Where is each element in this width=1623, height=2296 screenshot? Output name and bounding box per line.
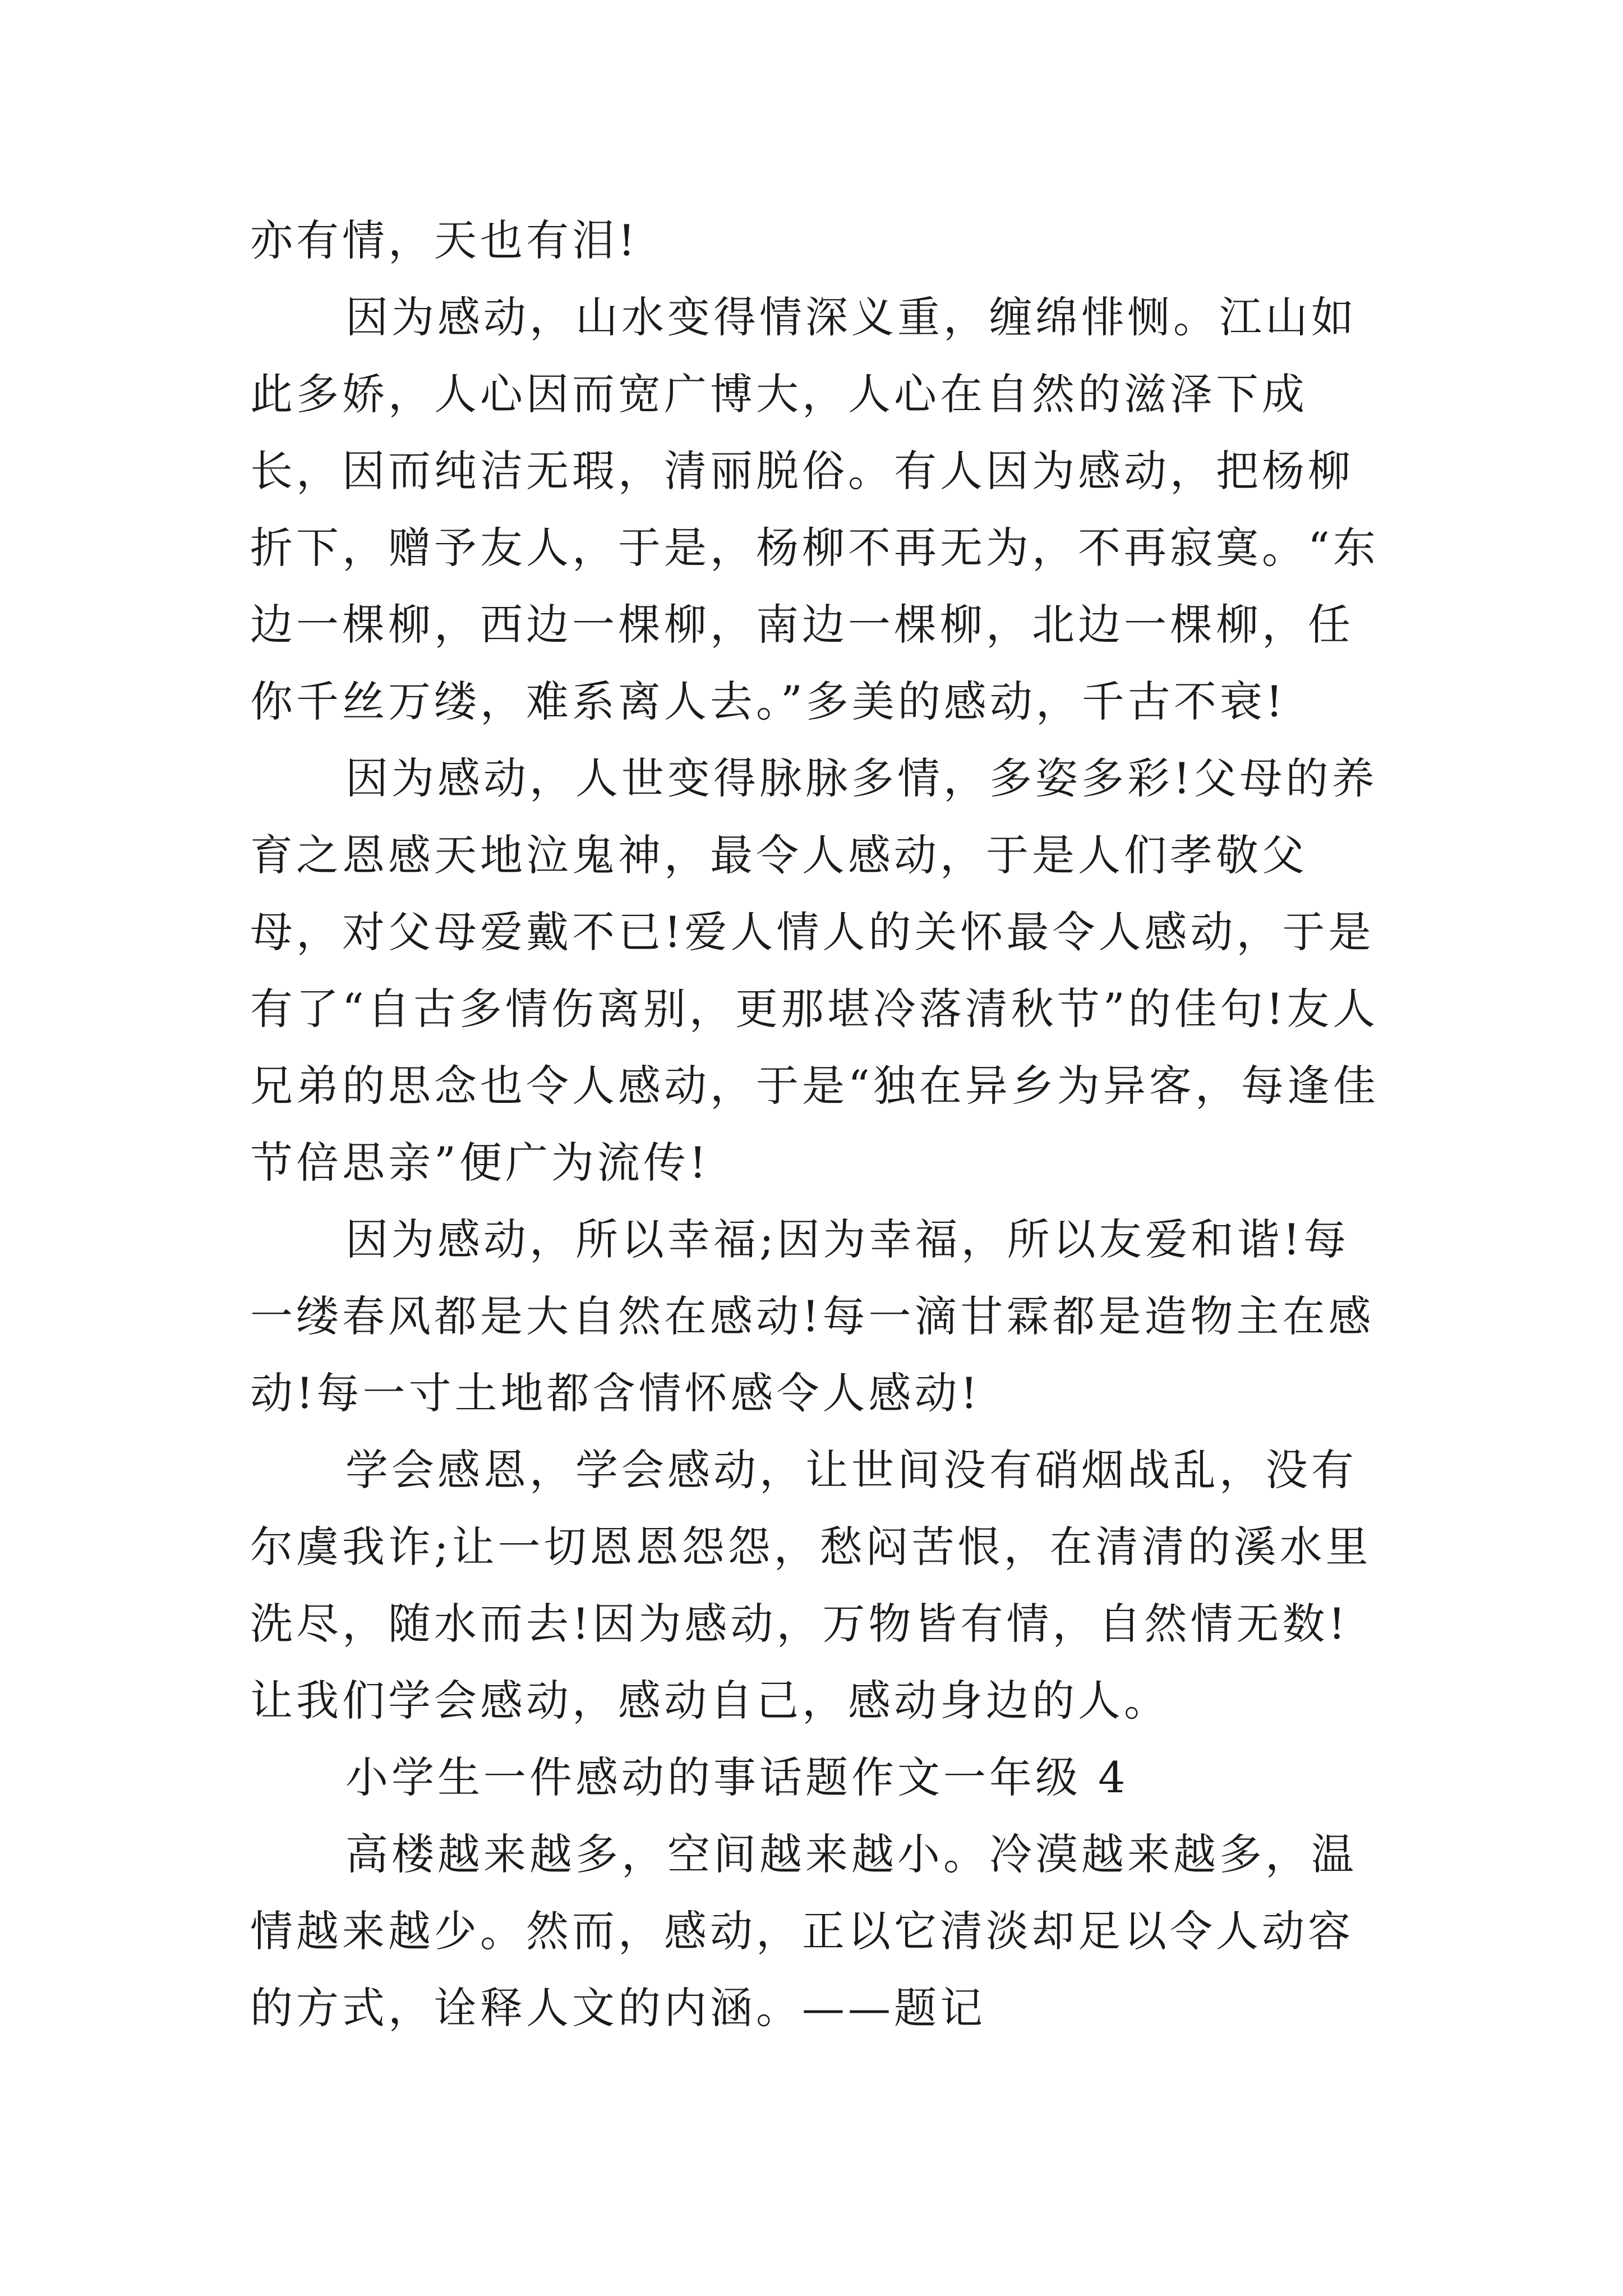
paragraph: 因为感动，山水变得情深义重，缠绵悱恻。江山如此多娇，人心因而宽广博大，人心在自然的滋泽下成长，因而纯洁无瑕，清丽脱俗。有人因为感动，把杨柳折下，赠予友人，于是，杨柳不再无为，不再寂寞。“东边一棵柳，西边一棵柳，南边一棵柳，北边一棵柳，任你千丝万缕，难系离人去。”多美的感动，千古不衰! bbox=[250, 292, 1379, 726]
paragraph: 高楼越来越多，空间越来越小。冷漠越来越多，温情越来越少。然而，感动，正以它清淡却足以令人动容的方式，诠释人文的内涵。——题记 bbox=[250, 1829, 1357, 2033]
paragraph: 因为感动，人世变得脉脉多情，多姿多彩!父母的养育之恩感天地泣鬼神，最令人感动，于是人们孝敬父母，对父母爱戴不已!爱人情人的关怀最令人感动，于是有了“自古多情伤离别，更那堪冷落清秋节”的佳句!友人兄弟的思念也令人感动，于是“独在异乡为异客，每逢佳节倍思亲”便广为流传! bbox=[250, 753, 1379, 1188]
paragraph-continuation: 亦有情，天也有泪! bbox=[250, 215, 639, 265]
paragraph: 学会感恩，学会感动，让世间没有硝烟战乱，没有尔虞我诈;让一切恩恩怨怨，愁闷苦恨，在清清的溪水里洗尽，随水而去!因为感动，万物皆有情，自然情无数!让我们学会感动，感动自己，感动身边的人。 bbox=[250, 1445, 1372, 1726]
document-body bbox=[250, 202, 1383, 2046]
section-heading: 小学生一件感动的事话题作文一年级 4 bbox=[345, 1752, 1129, 1802]
paragraph: 因为感动，所以幸福;因为幸福，所以友爱和谐!每一缕春风都是大自然在感动!每一滴甘霖都是造物主在感动!每一寸土地都含情怀感令人感动! bbox=[250, 1214, 1375, 1418]
